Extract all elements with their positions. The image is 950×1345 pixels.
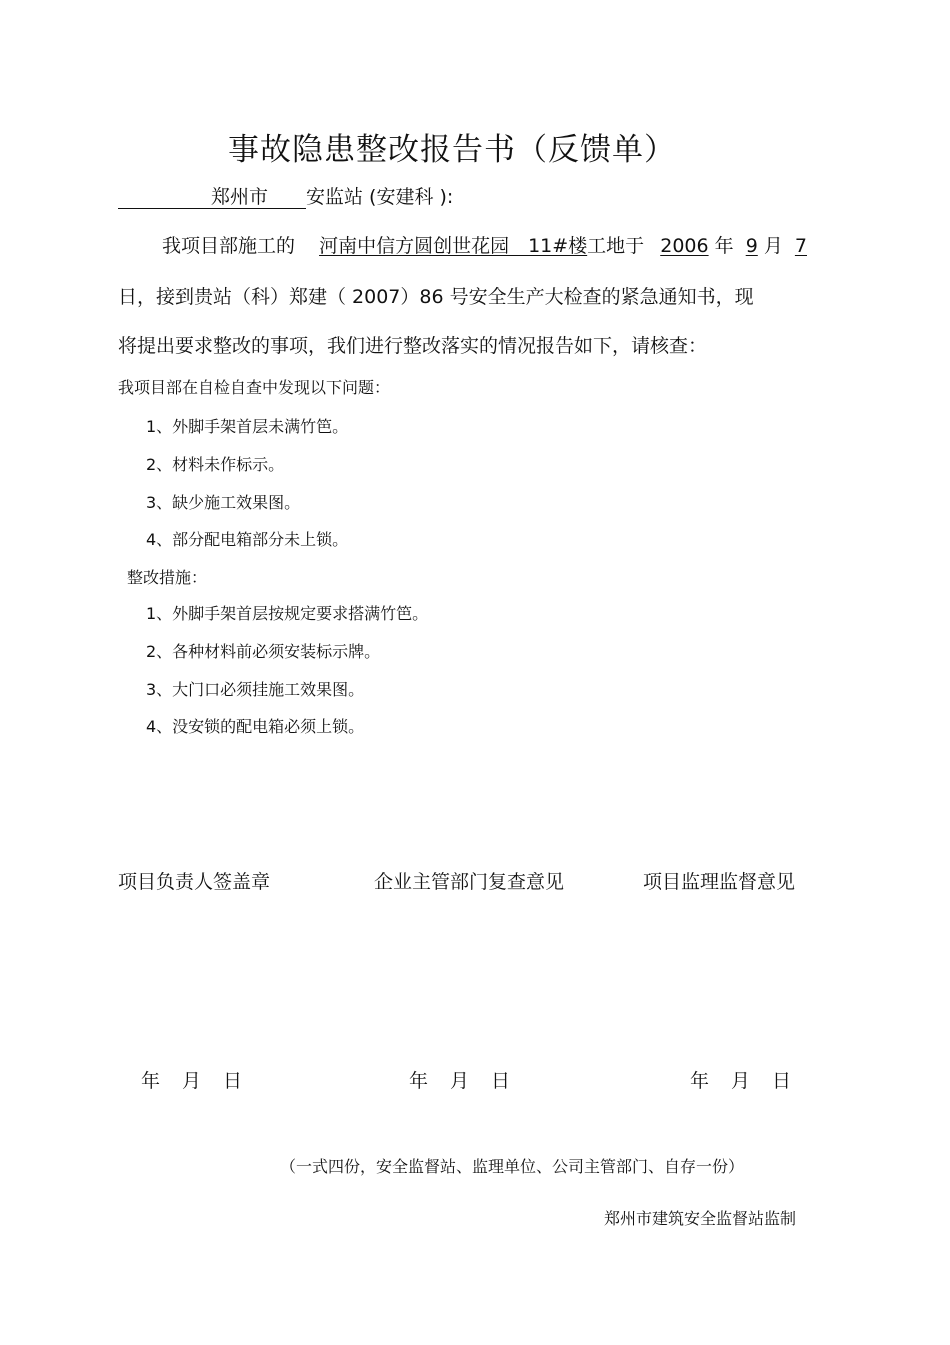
month-unit: 月 <box>763 235 783 257</box>
intro-line-1 <box>162 231 807 258</box>
measure-item: 4、没安锁的配电箱必须上锁。 <box>146 717 365 736</box>
problem-item: 2、材料未作标示。 <box>146 455 285 474</box>
date-line-1 <box>141 1066 264 1093</box>
problem-item: 3、缺少施工效果图。 <box>146 493 301 512</box>
date-day-label: 日 <box>223 1070 243 1092</box>
intro-prefix: 我项目部施工的 <box>162 235 296 257</box>
date-day-label: 日 <box>772 1070 792 1092</box>
measure-item: 3、大门口必须挂施工效果图。 <box>146 680 365 699</box>
intro-line-3: 将提出要求整改的事项，我们进行整改落实的情况报告如下，请核查： <box>118 335 708 357</box>
intro-line-2: 日，接到贵站（科）郑建（ 2007）86 号安全生产大检查的紧急通知书，现 <box>118 286 754 308</box>
project-name: 河南中信方圆创世花园 11#楼 <box>319 235 588 257</box>
date-line-3 <box>690 1066 813 1093</box>
notice-month: 9 <box>745 235 758 257</box>
signature-supervision-opinion: 项目监理监督意见 <box>643 871 796 893</box>
date-month-label: 月 <box>182 1070 202 1092</box>
notice-year: 2006 <box>660 235 709 257</box>
addressee-city-blank <box>118 186 306 209</box>
signature-project-leader: 项目负责人签盖章 <box>118 871 271 893</box>
measures-heading: 整改措施： <box>127 568 208 587</box>
notice-day: 7 <box>794 235 807 257</box>
problems-heading: 我项目部在自检自查中发现以下问题： <box>118 378 391 397</box>
addressee-line <box>118 182 453 209</box>
date-line-2 <box>409 1066 532 1093</box>
issuer-note: 郑州市建筑安全监督站监制 <box>604 1209 797 1228</box>
copies-note: （一式四份，安全监督站、监理单位、公司主管部门、自存一份） <box>280 1157 745 1176</box>
problem-item: 4、部分配电箱部分未上锁。 <box>146 530 349 549</box>
date-month-label: 月 <box>731 1070 751 1092</box>
signature-enterprise-review: 企业主管部门复查意见 <box>374 871 565 893</box>
addressee-rest: 安监站 (安建科 ): <box>306 186 454 208</box>
date-day-label: 日 <box>491 1070 511 1092</box>
measure-item: 2、各种材料前必须安装标示牌。 <box>146 642 381 661</box>
problem-item: 1、外脚手架首层未满竹笆。 <box>146 417 349 436</box>
date-month-label: 月 <box>450 1070 470 1092</box>
measure-item: 1、外脚手架首层按规定要求搭满竹笆。 <box>146 604 429 623</box>
addressee-city: 郑州市 <box>210 186 268 208</box>
date-year-label: 年 <box>409 1070 429 1092</box>
date-year-label: 年 <box>690 1070 710 1092</box>
intro-site: 工地于 <box>587 235 645 257</box>
document-title: 事故隐患整改报告书（反馈单） <box>228 132 676 168</box>
year-unit: 年 <box>714 235 734 257</box>
date-year-label: 年 <box>141 1070 161 1092</box>
